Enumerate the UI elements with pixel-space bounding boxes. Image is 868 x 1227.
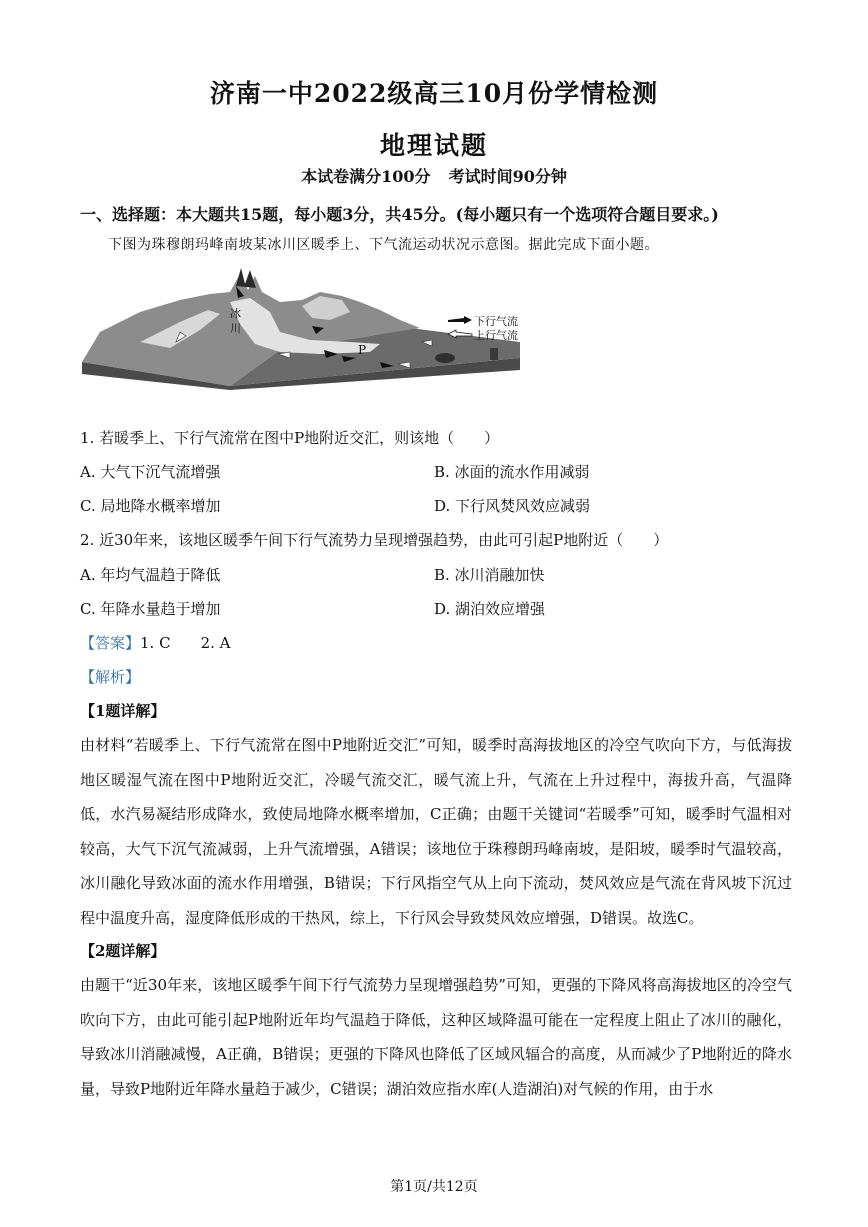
- page-number: 第1页/共12页: [390, 1179, 478, 1195]
- score-info: 本试卷满分100分: [301, 167, 431, 186]
- answer-tag: 【答案】: [80, 634, 141, 652]
- valley-feature: [490, 348, 498, 360]
- glacier-label-2: 川: [230, 322, 241, 335]
- point-p-label: P: [358, 343, 367, 357]
- q2-analysis-text: 由题干“近30年来，该地区暖季午间下行气流势力呈现增强趋势”可知，更强的下降风将高海拔地区的冷空气吹向下方，由此可能引起P地附近年均气温趋于降低，这种区域降温可能在一定程度上阻止了冰川的融化，导致冰川消融减慢，A正确，B错误；更强的下降风也降低了区域风辐合的高度，从而减少了P地附近的降水量，导致P地附近年降水量趋于减少，C错误；湖泊效应指水库(人造湖泊)对气候的作用，由于水: [80, 976, 792, 1098]
- q1-analysis-text: 由材料“若暖季上、下行气流常在图中P地附近交汇”可知，暖季时高海拔地区的冷空气吹向下方，与低海拔地区暖湿气流在图中P地附近交汇，冷暖气流交汇，暖气流上升，气流在上升过程中，海拔升高，气温降低，水汽易凝结形成降水，致使局地降水概率增加，C正确；由题干关键词“若暖季”可知，暖季时气温相对较高，大气下沉气流减弱，上升气流增强，A错误；该地位于珠穆朗玛峰南坡，是阳坡，暖季时气温较高，冰川融化导致冰面的流水作用增强，B错误；下行风指空气从上向下流动，焚风效应是气流在背风坡下沉过程中温度升高，湿度降低形成的干热风，综上，下行风会导致焚风效应增强，D错误。故选C。: [80, 736, 792, 927]
- legend-up-label: 上行气流: [474, 329, 518, 342]
- answer-line: [80, 632, 231, 653]
- time-info: 考试时间90分钟: [448, 167, 567, 186]
- q1-analysis-heading: 【1题详解】: [80, 702, 166, 720]
- section-heading: 一、选择题：本大题共15题，每小题3分，共45分。(每小题只有一个选项符合题目要求。): [80, 205, 719, 224]
- summit: [236, 268, 256, 288]
- question-1-option-b: B. 冰面的流水作用减弱: [434, 463, 590, 481]
- question-1-stem: 1. 若暖季上、下行气流常在图中P地附近交汇，则该地（ ）: [80, 429, 500, 447]
- glacier-label-1: 冰: [230, 307, 241, 320]
- exam-title: 济南一中2022级高三10月份学情检测: [209, 79, 659, 108]
- question-intro: 下图为珠穆朗玛峰南坡某冰川区暖季上、下气流运动状况示意图。据此完成下面小题。: [108, 237, 659, 253]
- question-1-option-c: C. 局地降水概率增加: [80, 497, 221, 515]
- question-2-option-a: A. 年均气温趋于降低: [80, 566, 221, 584]
- analysis-tag: 【解析】: [80, 668, 141, 686]
- question-1-option-d: D. 下行风焚风效应减弱: [434, 497, 591, 515]
- subject-title: 地理试题: [379, 131, 488, 160]
- down-arrow-icon: [448, 316, 472, 324]
- lake: [435, 353, 455, 363]
- question-2-stem: 2. 近30年来，该地区暖季午间下行气流势力呈现增强趋势，由此可引起P地附近（ ）: [80, 531, 669, 549]
- legend-down-label: 下行气流: [474, 315, 518, 328]
- question-2-option-d: D. 湖泊效应增强: [434, 600, 546, 618]
- exam-info: [0, 164, 868, 187]
- question-2-option-b: B. 冰川消融加快: [434, 566, 545, 584]
- question-1-option-a: A. 大气下沉气流增强: [80, 463, 221, 481]
- answer-value: 1. C 2. A: [140, 634, 231, 652]
- question-2-option-c: C. 年降水量趋于增加: [80, 600, 221, 618]
- glacier-airflow-figure: [80, 262, 532, 390]
- q2-analysis-heading: 【2题详解】: [80, 942, 166, 960]
